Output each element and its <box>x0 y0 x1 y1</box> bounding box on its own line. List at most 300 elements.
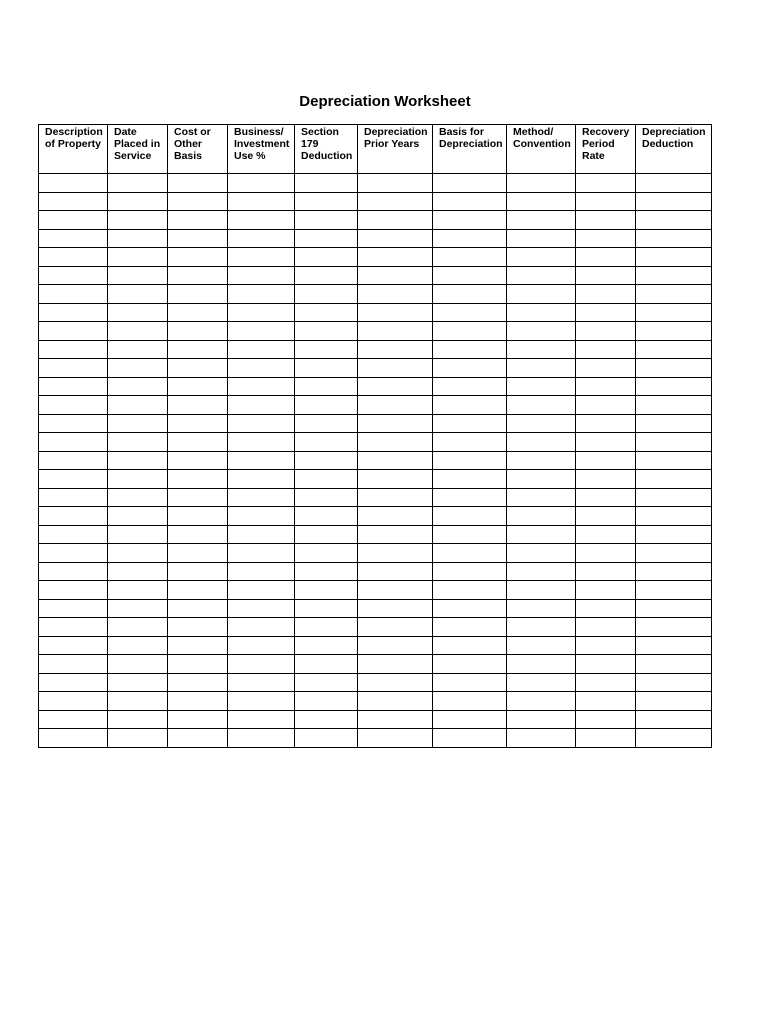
table-cell[interactable] <box>108 599 168 618</box>
table-cell[interactable] <box>168 414 228 433</box>
table-cell[interactable] <box>358 470 433 489</box>
table-cell[interactable] <box>39 192 108 211</box>
table-cell[interactable] <box>108 377 168 396</box>
table-cell[interactable] <box>507 211 576 230</box>
table-cell[interactable] <box>433 488 507 507</box>
table-cell[interactable] <box>636 433 712 452</box>
table-cell[interactable] <box>358 581 433 600</box>
table-cell[interactable] <box>295 211 358 230</box>
table-cell[interactable] <box>39 729 108 748</box>
table-cell[interactable] <box>295 414 358 433</box>
table-cell[interactable] <box>358 377 433 396</box>
table-cell[interactable] <box>358 710 433 729</box>
table-cell[interactable] <box>636 322 712 341</box>
table-cell[interactable] <box>433 507 507 526</box>
table-cell[interactable] <box>108 340 168 359</box>
table-cell[interactable] <box>358 285 433 304</box>
table-cell[interactable] <box>39 285 108 304</box>
table-cell[interactable] <box>358 303 433 322</box>
table-cell[interactable] <box>433 414 507 433</box>
table-cell[interactable] <box>636 599 712 618</box>
table-cell[interactable] <box>433 618 507 637</box>
table-cell[interactable] <box>433 562 507 581</box>
table-cell[interactable] <box>358 636 433 655</box>
table-cell[interactable] <box>108 692 168 711</box>
table-cell[interactable] <box>358 488 433 507</box>
table-cell[interactable] <box>576 729 636 748</box>
table-cell[interactable] <box>228 581 295 600</box>
table-cell[interactable] <box>358 673 433 692</box>
table-cell[interactable] <box>358 396 433 415</box>
table-cell[interactable] <box>576 581 636 600</box>
table-cell[interactable] <box>295 285 358 304</box>
table-cell[interactable] <box>433 396 507 415</box>
table-cell[interactable] <box>295 266 358 285</box>
table-cell[interactable] <box>228 544 295 563</box>
table-cell[interactable] <box>39 229 108 248</box>
table-cell[interactable] <box>507 618 576 637</box>
table-cell[interactable] <box>636 192 712 211</box>
table-cell[interactable] <box>39 433 108 452</box>
table-cell[interactable] <box>358 618 433 637</box>
table-cell[interactable] <box>358 433 433 452</box>
table-cell[interactable] <box>295 507 358 526</box>
table-cell[interactable] <box>168 581 228 600</box>
table-cell[interactable] <box>168 673 228 692</box>
table-cell[interactable] <box>636 710 712 729</box>
table-cell[interactable] <box>433 322 507 341</box>
table-cell[interactable] <box>358 211 433 230</box>
table-cell[interactable] <box>228 470 295 489</box>
table-cell[interactable] <box>358 229 433 248</box>
table-cell[interactable] <box>108 359 168 378</box>
table-cell[interactable] <box>433 192 507 211</box>
table-cell[interactable] <box>108 562 168 581</box>
table-cell[interactable] <box>576 525 636 544</box>
table-cell[interactable] <box>636 174 712 193</box>
table-cell[interactable] <box>576 229 636 248</box>
table-cell[interactable] <box>358 192 433 211</box>
table-cell[interactable] <box>295 655 358 674</box>
table-cell[interactable] <box>636 507 712 526</box>
table-cell[interactable] <box>636 396 712 415</box>
table-cell[interactable] <box>108 636 168 655</box>
table-cell[interactable] <box>576 562 636 581</box>
table-cell[interactable] <box>507 544 576 563</box>
table-cell[interactable] <box>228 303 295 322</box>
table-cell[interactable] <box>295 303 358 322</box>
table-cell[interactable] <box>433 229 507 248</box>
table-cell[interactable] <box>636 655 712 674</box>
table-cell[interactable] <box>433 266 507 285</box>
table-cell[interactable] <box>108 285 168 304</box>
table-cell[interactable] <box>39 359 108 378</box>
table-cell[interactable] <box>108 433 168 452</box>
table-cell[interactable] <box>507 562 576 581</box>
table-cell[interactable] <box>168 562 228 581</box>
table-cell[interactable] <box>295 229 358 248</box>
table-cell[interactable] <box>576 655 636 674</box>
table-cell[interactable] <box>507 599 576 618</box>
table-cell[interactable] <box>433 636 507 655</box>
table-cell[interactable] <box>636 544 712 563</box>
table-cell[interactable] <box>433 599 507 618</box>
table-cell[interactable] <box>358 544 433 563</box>
table-cell[interactable] <box>168 507 228 526</box>
table-cell[interactable] <box>39 673 108 692</box>
table-cell[interactable] <box>295 451 358 470</box>
table-cell[interactable] <box>228 636 295 655</box>
table-cell[interactable] <box>108 322 168 341</box>
table-cell[interactable] <box>108 673 168 692</box>
table-cell[interactable] <box>39 692 108 711</box>
table-cell[interactable] <box>576 451 636 470</box>
table-cell[interactable] <box>228 174 295 193</box>
table-cell[interactable] <box>39 618 108 637</box>
table-cell[interactable] <box>295 359 358 378</box>
table-cell[interactable] <box>295 174 358 193</box>
table-cell[interactable] <box>358 655 433 674</box>
table-cell[interactable] <box>358 692 433 711</box>
table-cell[interactable] <box>358 266 433 285</box>
table-cell[interactable] <box>108 710 168 729</box>
table-cell[interactable] <box>228 618 295 637</box>
table-cell[interactable] <box>636 248 712 267</box>
table-cell[interactable] <box>636 729 712 748</box>
table-cell[interactable] <box>168 396 228 415</box>
table-cell[interactable] <box>433 451 507 470</box>
table-cell[interactable] <box>168 211 228 230</box>
table-cell[interactable] <box>295 248 358 267</box>
table-cell[interactable] <box>433 303 507 322</box>
table-cell[interactable] <box>507 303 576 322</box>
table-cell[interactable] <box>576 470 636 489</box>
table-cell[interactable] <box>39 248 108 267</box>
table-cell[interactable] <box>636 266 712 285</box>
table-cell[interactable] <box>108 266 168 285</box>
table-cell[interactable] <box>228 266 295 285</box>
table-cell[interactable] <box>507 507 576 526</box>
table-cell[interactable] <box>39 303 108 322</box>
table-cell[interactable] <box>576 359 636 378</box>
table-cell[interactable] <box>168 266 228 285</box>
table-cell[interactable] <box>576 414 636 433</box>
table-cell[interactable] <box>507 322 576 341</box>
table-cell[interactable] <box>433 581 507 600</box>
table-cell[interactable] <box>228 507 295 526</box>
table-cell[interactable] <box>39 377 108 396</box>
table-cell[interactable] <box>228 248 295 267</box>
table-cell[interactable] <box>507 673 576 692</box>
table-cell[interactable] <box>108 488 168 507</box>
table-cell[interactable] <box>636 673 712 692</box>
table-cell[interactable] <box>168 451 228 470</box>
table-cell[interactable] <box>39 211 108 230</box>
table-cell[interactable] <box>168 710 228 729</box>
table-cell[interactable] <box>507 729 576 748</box>
table-cell[interactable] <box>358 507 433 526</box>
table-cell[interactable] <box>576 433 636 452</box>
table-cell[interactable] <box>636 562 712 581</box>
table-cell[interactable] <box>168 229 228 248</box>
table-cell[interactable] <box>433 673 507 692</box>
table-cell[interactable] <box>636 451 712 470</box>
table-cell[interactable] <box>358 414 433 433</box>
table-cell[interactable] <box>108 507 168 526</box>
table-cell[interactable] <box>576 174 636 193</box>
table-cell[interactable] <box>507 414 576 433</box>
table-cell[interactable] <box>39 396 108 415</box>
table-cell[interactable] <box>295 377 358 396</box>
table-cell[interactable] <box>636 340 712 359</box>
table-cell[interactable] <box>636 470 712 489</box>
table-cell[interactable] <box>39 710 108 729</box>
table-cell[interactable] <box>576 377 636 396</box>
table-cell[interactable] <box>507 192 576 211</box>
table-cell[interactable] <box>295 340 358 359</box>
table-cell[interactable] <box>39 655 108 674</box>
table-cell[interactable] <box>636 618 712 637</box>
table-cell[interactable] <box>108 544 168 563</box>
table-cell[interactable] <box>507 248 576 267</box>
table-cell[interactable] <box>168 174 228 193</box>
table-cell[interactable] <box>39 414 108 433</box>
table-cell[interactable] <box>433 211 507 230</box>
table-cell[interactable] <box>295 673 358 692</box>
table-cell[interactable] <box>168 488 228 507</box>
table-cell[interactable] <box>507 340 576 359</box>
table-cell[interactable] <box>168 470 228 489</box>
table-cell[interactable] <box>228 433 295 452</box>
table-cell[interactable] <box>39 599 108 618</box>
table-cell[interactable] <box>576 618 636 637</box>
table-cell[interactable] <box>636 303 712 322</box>
table-cell[interactable] <box>636 636 712 655</box>
table-cell[interactable] <box>507 451 576 470</box>
table-cell[interactable] <box>168 248 228 267</box>
table-cell[interactable] <box>168 636 228 655</box>
table-cell[interactable] <box>108 470 168 489</box>
table-cell[interactable] <box>108 581 168 600</box>
table-cell[interactable] <box>108 248 168 267</box>
table-cell[interactable] <box>636 581 712 600</box>
table-cell[interactable] <box>108 618 168 637</box>
table-cell[interactable] <box>507 525 576 544</box>
table-cell[interactable] <box>358 451 433 470</box>
table-cell[interactable] <box>507 285 576 304</box>
table-cell[interactable] <box>39 562 108 581</box>
table-cell[interactable] <box>228 359 295 378</box>
table-cell[interactable] <box>228 729 295 748</box>
table-cell[interactable] <box>39 340 108 359</box>
table-cell[interactable] <box>358 174 433 193</box>
table-cell[interactable] <box>433 248 507 267</box>
table-cell[interactable] <box>507 433 576 452</box>
table-cell[interactable] <box>228 488 295 507</box>
table-cell[interactable] <box>108 729 168 748</box>
table-cell[interactable] <box>39 636 108 655</box>
table-cell[interactable] <box>576 544 636 563</box>
table-cell[interactable] <box>576 248 636 267</box>
table-cell[interactable] <box>295 710 358 729</box>
table-cell[interactable] <box>228 229 295 248</box>
table-cell[interactable] <box>228 562 295 581</box>
table-cell[interactable] <box>168 285 228 304</box>
table-cell[interactable] <box>358 562 433 581</box>
table-cell[interactable] <box>108 525 168 544</box>
table-cell[interactable] <box>168 544 228 563</box>
table-cell[interactable] <box>108 655 168 674</box>
table-cell[interactable] <box>168 192 228 211</box>
table-cell[interactable] <box>576 285 636 304</box>
table-cell[interactable] <box>636 692 712 711</box>
table-cell[interactable] <box>108 414 168 433</box>
table-cell[interactable] <box>168 599 228 618</box>
table-cell[interactable] <box>228 396 295 415</box>
table-cell[interactable] <box>228 655 295 674</box>
table-cell[interactable] <box>168 525 228 544</box>
table-cell[interactable] <box>576 636 636 655</box>
table-cell[interactable] <box>576 599 636 618</box>
table-cell[interactable] <box>168 618 228 637</box>
table-cell[interactable] <box>168 359 228 378</box>
table-cell[interactable] <box>228 451 295 470</box>
table-cell[interactable] <box>636 525 712 544</box>
table-cell[interactable] <box>433 692 507 711</box>
table-cell[interactable] <box>507 229 576 248</box>
table-cell[interactable] <box>576 692 636 711</box>
table-cell[interactable] <box>507 377 576 396</box>
table-cell[interactable] <box>295 544 358 563</box>
table-cell[interactable] <box>576 396 636 415</box>
table-cell[interactable] <box>433 340 507 359</box>
table-cell[interactable] <box>636 359 712 378</box>
table-cell[interactable] <box>433 433 507 452</box>
table-cell[interactable] <box>576 211 636 230</box>
table-cell[interactable] <box>39 581 108 600</box>
table-cell[interactable] <box>228 340 295 359</box>
table-cell[interactable] <box>295 562 358 581</box>
table-cell[interactable] <box>108 192 168 211</box>
table-cell[interactable] <box>228 377 295 396</box>
table-cell[interactable] <box>507 488 576 507</box>
table-cell[interactable] <box>576 507 636 526</box>
table-cell[interactable] <box>358 248 433 267</box>
table-cell[interactable] <box>295 729 358 748</box>
table-cell[interactable] <box>108 229 168 248</box>
table-cell[interactable] <box>433 525 507 544</box>
table-cell[interactable] <box>39 525 108 544</box>
table-cell[interactable] <box>576 322 636 341</box>
table-cell[interactable] <box>39 488 108 507</box>
table-cell[interactable] <box>168 303 228 322</box>
table-cell[interactable] <box>358 525 433 544</box>
table-cell[interactable] <box>507 359 576 378</box>
table-cell[interactable] <box>636 285 712 304</box>
table-cell[interactable] <box>39 544 108 563</box>
table-cell[interactable] <box>295 488 358 507</box>
table-cell[interactable] <box>576 266 636 285</box>
table-cell[interactable] <box>576 192 636 211</box>
table-cell[interactable] <box>433 359 507 378</box>
table-cell[interactable] <box>295 599 358 618</box>
table-cell[interactable] <box>39 507 108 526</box>
table-cell[interactable] <box>636 488 712 507</box>
table-cell[interactable] <box>228 211 295 230</box>
table-cell[interactable] <box>295 692 358 711</box>
table-cell[interactable] <box>168 433 228 452</box>
table-cell[interactable] <box>433 729 507 748</box>
table-cell[interactable] <box>507 266 576 285</box>
table-cell[interactable] <box>39 470 108 489</box>
table-cell[interactable] <box>433 710 507 729</box>
table-cell[interactable] <box>433 174 507 193</box>
table-cell[interactable] <box>295 470 358 489</box>
table-cell[interactable] <box>433 285 507 304</box>
table-cell[interactable] <box>295 322 358 341</box>
table-cell[interactable] <box>39 266 108 285</box>
table-cell[interactable] <box>576 673 636 692</box>
table-cell[interactable] <box>636 211 712 230</box>
table-cell[interactable] <box>576 710 636 729</box>
table-cell[interactable] <box>636 414 712 433</box>
table-cell[interactable] <box>228 673 295 692</box>
table-cell[interactable] <box>168 377 228 396</box>
table-cell[interactable] <box>39 451 108 470</box>
table-cell[interactable] <box>168 655 228 674</box>
table-cell[interactable] <box>507 174 576 193</box>
table-cell[interactable] <box>228 322 295 341</box>
table-cell[interactable] <box>108 303 168 322</box>
table-cell[interactable] <box>358 729 433 748</box>
table-cell[interactable] <box>168 340 228 359</box>
table-cell[interactable] <box>507 581 576 600</box>
table-cell[interactable] <box>507 692 576 711</box>
table-cell[interactable] <box>358 599 433 618</box>
table-cell[interactable] <box>433 470 507 489</box>
table-cell[interactable] <box>295 525 358 544</box>
table-cell[interactable] <box>295 618 358 637</box>
table-cell[interactable] <box>636 377 712 396</box>
table-cell[interactable] <box>108 174 168 193</box>
table-cell[interactable] <box>295 636 358 655</box>
table-cell[interactable] <box>507 655 576 674</box>
table-cell[interactable] <box>168 729 228 748</box>
table-cell[interactable] <box>168 322 228 341</box>
table-cell[interactable] <box>636 229 712 248</box>
table-cell[interactable] <box>228 599 295 618</box>
table-cell[interactable] <box>228 710 295 729</box>
table-cell[interactable] <box>108 451 168 470</box>
table-cell[interactable] <box>576 303 636 322</box>
table-cell[interactable] <box>358 340 433 359</box>
table-cell[interactable] <box>228 192 295 211</box>
table-cell[interactable] <box>576 488 636 507</box>
table-cell[interactable] <box>168 692 228 711</box>
table-cell[interactable] <box>358 359 433 378</box>
table-cell[interactable] <box>228 692 295 711</box>
table-cell[interactable] <box>507 710 576 729</box>
table-cell[interactable] <box>507 470 576 489</box>
table-cell[interactable] <box>295 433 358 452</box>
table-cell[interactable] <box>433 544 507 563</box>
table-cell[interactable] <box>433 655 507 674</box>
table-cell[interactable] <box>507 396 576 415</box>
table-cell[interactable] <box>358 322 433 341</box>
table-cell[interactable] <box>39 174 108 193</box>
table-cell[interactable] <box>228 525 295 544</box>
table-cell[interactable] <box>507 636 576 655</box>
